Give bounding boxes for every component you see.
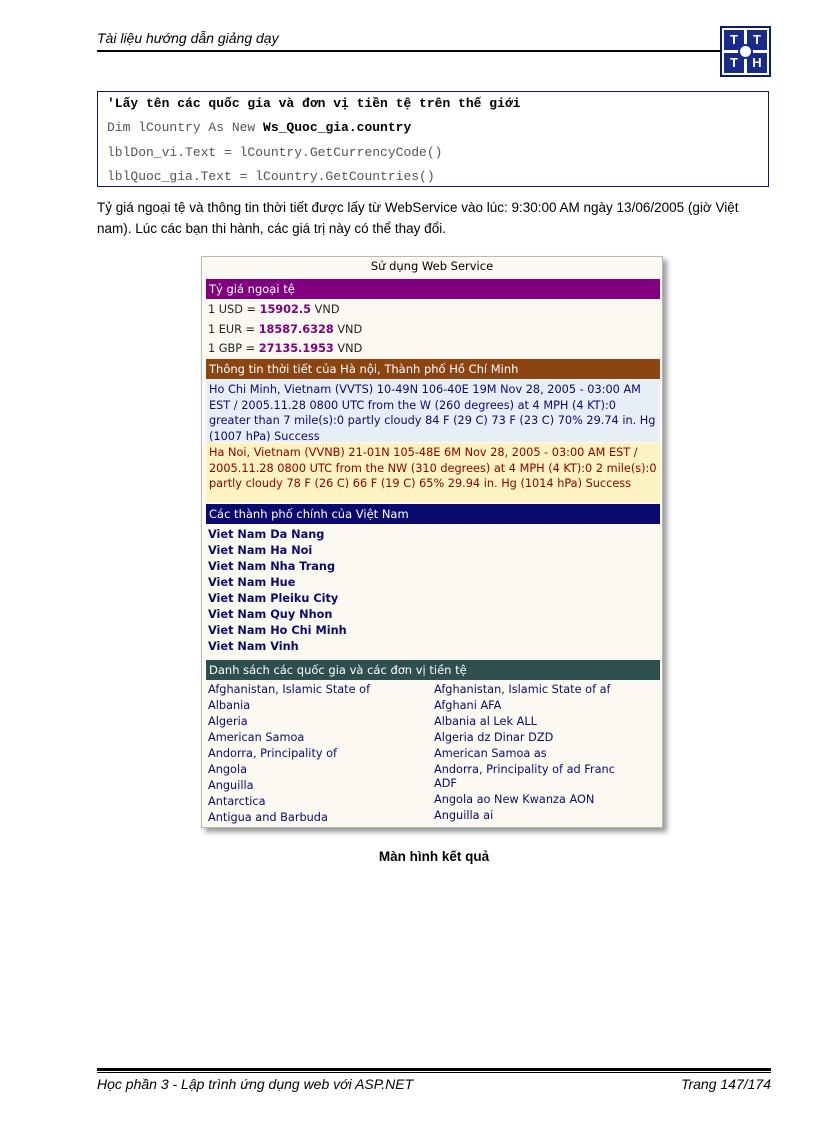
logo-letter: T bbox=[724, 30, 744, 50]
figure-caption: Màn hình kết quả bbox=[378, 849, 490, 864]
header-title: Tài liệu hướng dẫn giảng dạy bbox=[97, 30, 279, 46]
rate-prefix: 1 GBP = bbox=[208, 342, 259, 355]
rate-row bbox=[208, 323, 362, 336]
country-item: Angola bbox=[208, 763, 248, 776]
rate-prefix: 1 EUR = bbox=[208, 323, 259, 336]
currency-item: Afghani AFA bbox=[434, 699, 502, 712]
page-header bbox=[97, 28, 771, 52]
code-dim-prefix: Dim lCountry As New bbox=[107, 120, 264, 135]
city-link[interactable]: Viet Nam Quy Nhon bbox=[208, 608, 333, 621]
description-paragraph: Tỷ giá ngoại tệ và thông tin thời tiết được lấy từ WebService vào lúc: 9:30:00 AM ngày 13/06/2005 (giờ Việt nam). Lúc các bạn thi hành, các giá trị này có thể thay đổi. bbox=[97, 200, 739, 236]
city-link[interactable]: Viet Nam Pleiku City bbox=[208, 592, 339, 605]
rate-value: 15902.5 bbox=[259, 303, 312, 316]
city-link[interactable]: Viet Nam Ho Chi Minh bbox=[208, 624, 347, 637]
country-item: Anguilla bbox=[208, 779, 254, 792]
code-line-dim bbox=[107, 120, 411, 135]
code-line-currency: lblDon_vi.Text = lCountry.GetCurrencyCode() bbox=[107, 145, 443, 160]
logo-letter: T bbox=[724, 53, 744, 73]
currency-item: Angola ao New Kwanza AON bbox=[434, 793, 595, 806]
logo bbox=[720, 26, 771, 77]
cities-header: Các thành phố chính của Việt Nam bbox=[206, 504, 660, 524]
currency-item: Albania al Lek ALL bbox=[434, 715, 537, 728]
city-link[interactable]: Viet Nam Nha Trang bbox=[208, 560, 336, 573]
country-item: Antigua and Barbuda bbox=[208, 811, 328, 824]
currency-item: American Samoa as bbox=[434, 747, 547, 760]
weather-hn: Ha Noi, Vietnam (VVNB) 21-01N 105-48E 6M Nov 28, 2005 - 03:00 AM EST / 2005.11.28 0800 UTC from the NW (310 degrees) at 4 MPH (4 KT):0 2 mile(s):0 partly cloudy 78 F (26 C) 66 F (19 C) 65% 29.94 in. Hg (1014 hPa) Success bbox=[206, 443, 660, 503]
logo-ring-icon bbox=[738, 44, 753, 59]
rate-prefix: 1 USD = bbox=[208, 303, 260, 316]
footer-rule bbox=[97, 1068, 771, 1073]
screenshot-title: Sử dụng Web Service bbox=[370, 259, 494, 273]
countries-header: Danh sách các quốc gia và các đơn vị tiền tệ bbox=[206, 660, 660, 680]
rate-unit: VND bbox=[333, 323, 363, 336]
rate-row bbox=[208, 342, 362, 355]
currency-item: Anguilla ai bbox=[434, 809, 494, 822]
country-item: Algeria bbox=[208, 715, 248, 728]
country-item: Albania bbox=[208, 699, 251, 712]
city-link[interactable]: Viet Nam Hue bbox=[208, 576, 296, 589]
weather-hcm: Ho Chi Minh, Vietnam (VVTS) 10-49N 106-40E 19M Nov 28, 2005 - 03:00 AM EST / 2005.11.28 0800 UTC from the W (260 degrees) at 4 MPH (4 KT):0 greater than 7 mile(s):0 partly cloudy 84 F (29 C) 73 F (23 C) 70% 29.74 in. Hg (1007 hPa) Success bbox=[206, 380, 660, 442]
footer-course: Học phần 3 - Lập trình ứng dụng web với ASP.NET bbox=[97, 1076, 414, 1092]
currency-item: Afghanistan, Islamic State of af bbox=[434, 683, 611, 696]
currency-item: Algeria dz Dinar DZD bbox=[434, 731, 554, 744]
currency-item: ADF bbox=[434, 777, 457, 790]
weather-header: Thông tin thời tiết của Hà nội, Thành phố Hồ Chí Minh bbox=[206, 359, 660, 379]
code-comment: 'Lấy tên các quốc gia và đơn vị tiền tệ trên thế giới bbox=[107, 96, 521, 111]
rates-header: Tỷ giá ngoại tệ bbox=[206, 279, 660, 299]
rate-value: 18587.6328 bbox=[258, 323, 334, 336]
city-link[interactable]: Viet Nam Vinh bbox=[208, 640, 299, 653]
rate-row bbox=[208, 303, 340, 316]
country-item: American Samoa bbox=[208, 731, 305, 744]
code-dim-type: Ws_Quoc_gia.country bbox=[263, 120, 412, 135]
country-item: Afghanistan, Islamic State of bbox=[208, 683, 371, 696]
country-item: Antarctica bbox=[208, 795, 266, 808]
rate-unit: VND bbox=[311, 303, 340, 316]
city-link[interactable]: Viet Nam Ha Noi bbox=[208, 544, 313, 557]
logo-letter: T bbox=[747, 30, 767, 50]
city-link[interactable]: Viet Nam Da Nang bbox=[208, 528, 325, 541]
country-item: Andorra, Principality of bbox=[208, 747, 338, 760]
code-line-countries: lblQuoc_gia.Text = lCountry.GetCountries() bbox=[107, 169, 435, 184]
footer-page-number: Trang 147/174 bbox=[680, 1076, 771, 1092]
code-block bbox=[97, 91, 769, 187]
rate-value: 27135.1953 bbox=[258, 342, 334, 355]
result-screenshot bbox=[201, 256, 663, 828]
logo-letter: H bbox=[747, 53, 767, 73]
currency-item: Andorra, Principality of ad Franc bbox=[434, 763, 615, 776]
rate-unit: VND bbox=[333, 342, 363, 355]
